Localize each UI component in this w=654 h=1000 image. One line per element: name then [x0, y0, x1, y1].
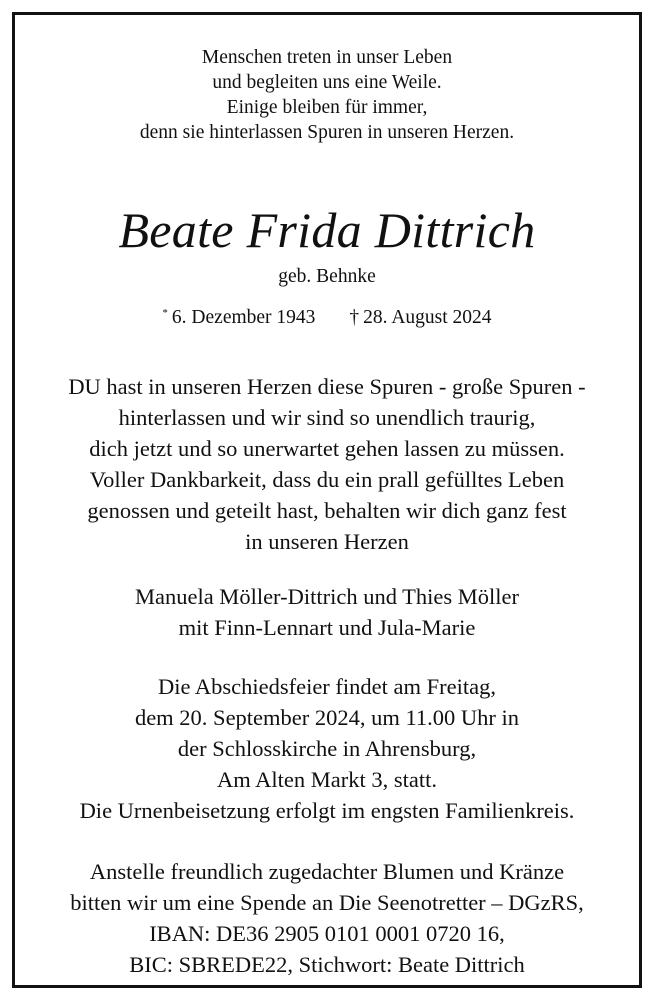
service-line: Die Urnenbeisetzung erfolgt im engsten Familienkreis.: [79, 798, 575, 823]
birth-date-item: [162, 301, 315, 330]
service-line: dem 20. September 2024, um 11.00 Uhr in: [134, 705, 520, 730]
dedication-text: [15, 371, 639, 557]
poem-line: und begleiten uns eine Weile.: [212, 72, 442, 93]
dedication-line: genossen und geteilt hast, behalten wir dich ganz fest: [87, 498, 567, 523]
dedication-line: DU hast in unseren Herzen diese Spuren - große Spuren -: [68, 374, 586, 399]
dedication-line: dich jetzt und so unerwartet gehen lassen zu müssen.: [89, 436, 565, 461]
birth-symbol: *: [162, 307, 168, 319]
funeral-service-info: [15, 671, 639, 826]
family-line: mit Finn-Lennart und Jula-Marie: [178, 615, 476, 640]
service-line: Am Alten Markt 3, statt.: [217, 767, 437, 792]
family-line: Manuela Möller-Dittrich und Thies Möller: [134, 584, 520, 609]
birth-date: 6. Dezember 1943: [171, 307, 316, 328]
death-date: 28. August 2024: [363, 307, 492, 328]
donation-request: [15, 856, 639, 980]
donation-line: BIC: SBREDE22, Stichwort: Beate Dittrich: [129, 952, 525, 977]
poem-line: Menschen treten in unser Leben: [201, 47, 453, 68]
dedication-line: hinterlassen und wir sind so unendlich traurig,: [118, 405, 536, 430]
donation-line: bitten wir um eine Spende an Die Seenotretter – DGzRS,: [70, 890, 584, 915]
dedication-line: Voller Dankbarkeit, dass du ein prall gefülltes Leben: [89, 467, 565, 492]
family-signature: [15, 581, 639, 643]
poem-line: Einige bleiben für immer,: [226, 97, 428, 118]
notice-border-frame: [12, 12, 642, 988]
donation-line: Anstelle freundlich zugedachter Blumen und Kränze: [89, 859, 565, 884]
death-symbol: †: [349, 307, 360, 328]
dedication-line: in unseren Herzen: [245, 529, 409, 554]
maiden-name: geb. Behnke: [278, 266, 376, 287]
life-dates: [15, 301, 639, 330]
service-line: Die Abschiedsfeier findet am Freitag,: [157, 674, 497, 699]
donation-line: IBAN: DE36 2905 0101 0001 0720 16,: [149, 921, 505, 946]
deceased-name: Beate Frida Dittrich: [118, 202, 536, 258]
opening-poem: [15, 45, 639, 145]
service-line: der Schlosskirche in Ahrensburg,: [177, 736, 477, 761]
death-date-item: [349, 306, 491, 330]
poem-line: denn sie hinterlassen Spuren in unseren Herzen.: [139, 122, 515, 143]
